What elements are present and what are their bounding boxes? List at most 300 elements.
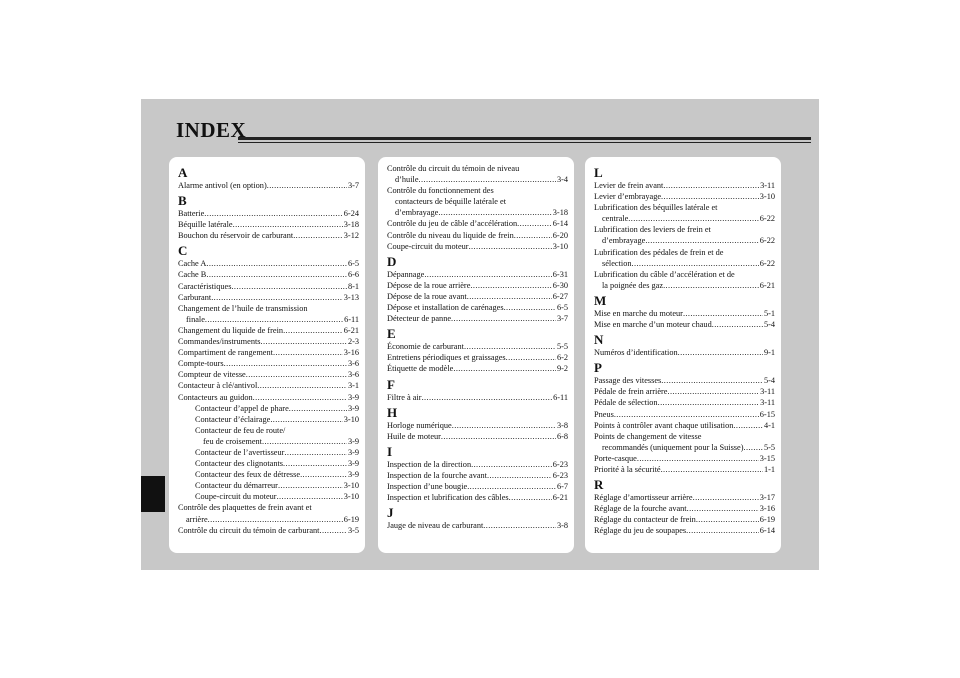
leader-dots xyxy=(687,503,759,514)
entry-label: Compteur de vitesse xyxy=(178,370,246,380)
entry-label-continued: recommandés (uniquement pour la Suisse) xyxy=(602,442,744,452)
entry-page-number: 3-10 xyxy=(552,241,568,251)
index-entry xyxy=(594,347,775,358)
entry-line xyxy=(387,470,568,481)
entry-label: Inspection de la fourche avant xyxy=(387,470,487,480)
entry-line xyxy=(387,520,568,531)
entry-line xyxy=(594,308,775,319)
leader-dots xyxy=(509,492,552,503)
index-entry xyxy=(178,525,359,536)
index-entry-list xyxy=(387,163,568,252)
entry-label: Lubrification du câble d’accélération et de xyxy=(594,269,735,279)
entry-page-number: 3-11 xyxy=(760,398,775,408)
leader-dots xyxy=(453,363,556,374)
entry-label: Lubrification des béquilles latérale et xyxy=(594,203,718,213)
entry-line xyxy=(178,258,359,269)
index-entry xyxy=(178,502,359,524)
index-entry xyxy=(387,392,568,403)
entry-label: Compte-tours xyxy=(178,359,224,369)
entry-line xyxy=(387,230,568,241)
entry-label: Huile de moteur xyxy=(387,431,441,441)
leader-dots xyxy=(663,180,759,191)
entry-label: Numéros d’identification xyxy=(594,348,678,358)
index-entry xyxy=(178,403,359,414)
entry-label: Dépose de la roue avant xyxy=(387,291,467,301)
index-entry-list xyxy=(387,269,568,324)
entry-page-number: 3-10 xyxy=(343,481,359,491)
leader-dots xyxy=(208,514,343,525)
entry-line xyxy=(178,369,359,380)
entry-line xyxy=(387,241,568,252)
index-entry xyxy=(387,218,568,229)
index-entry-list xyxy=(594,492,775,536)
index-letter-heading: B xyxy=(178,193,187,209)
index-column-3 xyxy=(585,157,781,553)
leader-dots xyxy=(661,375,763,386)
entry-line xyxy=(387,280,568,291)
leader-dots xyxy=(661,464,763,475)
entry-page-number: 9-2 xyxy=(556,364,568,374)
entry-label: Lubrification des pédales de frein et de xyxy=(594,247,724,257)
entry-page-number: 3-10 xyxy=(759,192,775,202)
entry-label: Cache B xyxy=(178,270,207,280)
index-entry xyxy=(178,447,359,458)
leader-dots xyxy=(422,392,553,403)
leader-dots xyxy=(231,281,346,292)
index-entry xyxy=(387,492,568,503)
leader-dots xyxy=(696,514,759,525)
entry-line xyxy=(178,336,359,347)
entry-label: Contacteur du démarreur xyxy=(195,481,278,491)
leader-dots xyxy=(246,369,347,380)
leader-dots xyxy=(257,380,347,391)
entry-page-number: 6-21 xyxy=(552,493,568,503)
entry-page-number: 6-27 xyxy=(552,291,568,301)
index-entry xyxy=(594,397,775,408)
entry-label: Carburant xyxy=(178,292,212,302)
entry-line xyxy=(387,218,568,229)
entry-page-number: 3-7 xyxy=(347,181,359,190)
entry-page-number: 6-7 xyxy=(556,481,568,491)
entry-label: Dépose et installation de carénages xyxy=(387,303,504,313)
entry-page-number: 6-22 xyxy=(759,258,775,268)
entry-page-number: 6-5 xyxy=(347,259,359,269)
entry-page-number: 6-15 xyxy=(759,409,775,419)
index-entry xyxy=(178,425,359,447)
entry-label: Levier de frein avant xyxy=(594,181,664,190)
entry-line xyxy=(387,363,568,374)
index-entry-list xyxy=(594,375,775,475)
index-letter-heading: M xyxy=(594,292,607,308)
entry-label-continued: contacteurs de béquille latérale et xyxy=(395,197,507,207)
leader-dots xyxy=(663,280,759,291)
entry-label: Contrôle du circuit du témoin de niveau xyxy=(387,164,520,173)
entry-label: Pédale de sélection xyxy=(594,398,658,408)
entry-line xyxy=(178,436,359,447)
entry-label: Pneus xyxy=(594,409,614,419)
entry-label-continued: d’embrayage xyxy=(395,208,439,218)
entry-line xyxy=(594,191,775,202)
entry-label: Contacteur de l’avertisseur xyxy=(195,447,285,457)
leader-dots xyxy=(693,492,759,503)
leader-dots xyxy=(743,442,762,453)
index-entry xyxy=(387,363,568,374)
entry-label-continued: d’embrayage xyxy=(602,236,646,246)
index-entry xyxy=(594,375,775,386)
entry-page-number: 3-13 xyxy=(343,292,359,302)
leader-dots xyxy=(277,491,343,502)
leader-dots xyxy=(270,414,342,425)
entry-line xyxy=(387,269,568,280)
entry-label: Cache A xyxy=(178,259,207,269)
index-letter-heading: P xyxy=(594,360,602,376)
entry-label: Dépose de la roue arrière xyxy=(387,280,471,290)
entry-line xyxy=(387,459,568,470)
entry-line xyxy=(594,213,775,224)
leader-dots xyxy=(205,314,343,325)
entry-page-number: 3-16 xyxy=(343,348,359,358)
leader-dots xyxy=(283,458,347,469)
index-entry xyxy=(178,458,359,469)
entry-line xyxy=(178,458,359,469)
index-entry xyxy=(178,369,359,380)
leader-dots xyxy=(506,352,556,363)
index-letter-heading: C xyxy=(178,243,188,259)
leader-dots xyxy=(678,347,763,358)
leader-dots xyxy=(514,230,552,241)
entry-page-number: 5-4 xyxy=(763,376,775,386)
entry-label: Dépannage xyxy=(387,269,425,279)
index-entry xyxy=(178,230,359,241)
leader-dots xyxy=(452,420,556,431)
entry-line xyxy=(387,492,568,503)
leader-dots xyxy=(470,280,551,291)
entry-page-number: 3-7 xyxy=(556,314,568,324)
leader-dots xyxy=(504,302,556,313)
leader-dots xyxy=(261,336,347,347)
entry-line xyxy=(178,525,359,536)
entry-label: Réglage du contacteur de frein xyxy=(594,515,696,525)
entry-label-continued: finale xyxy=(186,314,205,324)
leader-dots xyxy=(658,397,760,408)
entry-label: Contrôle du jeu de câble d’accélération xyxy=(387,219,518,229)
entry-label: Réglage du jeu de soupapes xyxy=(594,526,687,536)
entry-label: Contrôle des plaquettes de frein avant et xyxy=(178,503,312,513)
leader-dots xyxy=(712,319,763,330)
entry-page-number: 3-6 xyxy=(347,370,359,380)
entry-label: Béquille latérale xyxy=(178,220,233,230)
index-entry xyxy=(178,180,359,191)
title-rule-thin xyxy=(238,142,811,143)
entry-label: Priorité à la sécurité xyxy=(594,464,661,474)
index-entry xyxy=(387,163,568,185)
index-letter-heading: D xyxy=(387,253,397,269)
entry-label: Étiquette de modèle xyxy=(387,364,454,374)
chapter-thumb-tab xyxy=(141,476,165,512)
index-entry-list xyxy=(387,459,568,503)
index-entry-list xyxy=(387,520,568,531)
entry-line xyxy=(178,358,359,369)
index-entry xyxy=(178,269,359,280)
index-letter-heading: F xyxy=(387,376,395,392)
entry-label: Réglage de la fourche avant xyxy=(594,504,687,514)
index-letter-heading: N xyxy=(594,332,604,348)
index-entry xyxy=(594,191,775,202)
leader-dots xyxy=(483,520,556,531)
entry-line xyxy=(178,469,359,480)
entry-line xyxy=(178,325,359,336)
leader-dots xyxy=(467,291,552,302)
index-entry xyxy=(594,319,775,330)
index-entry xyxy=(178,258,359,269)
entry-line xyxy=(178,414,359,425)
leader-dots xyxy=(517,218,552,229)
index-entry xyxy=(387,520,568,531)
entry-page-number: 6-14 xyxy=(552,219,568,229)
leader-dots xyxy=(289,403,347,414)
leader-dots xyxy=(733,420,763,431)
leader-dots xyxy=(686,525,759,536)
index-entry-list xyxy=(387,420,568,442)
leader-dots xyxy=(464,341,556,352)
entry-page-number: 3-8 xyxy=(556,420,568,430)
leader-dots xyxy=(637,453,759,464)
entry-label: Filtre à air xyxy=(387,392,422,402)
entry-page-number: 3-9 xyxy=(347,392,359,402)
entry-line xyxy=(594,525,775,536)
entry-label: Contacteur d’éclairage xyxy=(195,414,271,424)
entry-line xyxy=(178,219,359,230)
entry-page-number: 3-10 xyxy=(343,492,359,502)
index-entry xyxy=(387,280,568,291)
entry-line xyxy=(178,491,359,502)
entry-page-number: 9-1 xyxy=(763,348,775,358)
entry-label: Détecteur de panne xyxy=(387,314,452,324)
entry-page-number: 3-1 xyxy=(347,381,359,391)
index-entry xyxy=(387,459,568,470)
entry-label: Mise en marche du moteur xyxy=(594,308,683,318)
entry-line xyxy=(594,397,775,408)
entry-label: Contacteur à clé/antivol xyxy=(178,381,258,391)
entry-page-number: 6-19 xyxy=(343,514,359,524)
entry-line xyxy=(594,280,775,291)
entry-label: Entretiens périodiques et graissages xyxy=(387,353,506,363)
index-entry xyxy=(178,491,359,502)
entry-label: Levier d’embrayage xyxy=(594,192,662,202)
entry-line xyxy=(594,453,775,464)
entry-line xyxy=(387,313,568,324)
entry-page-number: 6-30 xyxy=(552,280,568,290)
entry-line xyxy=(178,380,359,391)
entry-line xyxy=(178,314,359,325)
entry-page-number: 3-6 xyxy=(347,359,359,369)
leader-dots xyxy=(267,180,347,191)
entry-page-number: 6-31 xyxy=(552,269,568,279)
entry-page-number: 6-21 xyxy=(343,325,359,335)
entry-page-number: 6-8 xyxy=(556,431,568,441)
index-entry xyxy=(178,208,359,219)
entry-page-number: 3-11 xyxy=(760,181,775,190)
index-entry xyxy=(387,291,568,302)
entry-line xyxy=(178,180,359,191)
leader-dots xyxy=(628,213,759,224)
entry-page-number: 6-22 xyxy=(759,236,775,246)
index-entry xyxy=(594,431,775,453)
leader-dots xyxy=(471,459,552,470)
entry-line xyxy=(178,292,359,303)
entry-page-number: 3-12 xyxy=(343,231,359,241)
entry-line xyxy=(178,392,359,403)
index-entry-list xyxy=(178,180,359,191)
leader-dots xyxy=(293,230,343,241)
index-entry xyxy=(594,202,775,224)
entry-page-number: 3-9 xyxy=(347,470,359,480)
entry-page-number: 6-22 xyxy=(759,214,775,224)
entry-line xyxy=(387,291,568,302)
entry-label: Batterie xyxy=(178,209,205,219)
entry-label: Coupe-circuit du moteur xyxy=(195,492,277,502)
entry-label-continued: feu de croisement xyxy=(203,436,262,446)
leader-dots xyxy=(233,219,343,230)
leader-dots xyxy=(424,269,551,280)
index-letter-heading: L xyxy=(594,165,603,180)
leader-dots xyxy=(300,469,347,480)
entry-label: Jauge de niveau de carburant xyxy=(387,521,484,531)
entry-page-number: 6-20 xyxy=(552,230,568,240)
entry-line xyxy=(387,341,568,352)
leader-dots xyxy=(645,235,758,246)
leader-dots xyxy=(206,269,347,280)
index-entry xyxy=(387,481,568,492)
entry-label: Inspection d’une bougie xyxy=(387,481,468,491)
entry-line xyxy=(594,258,775,269)
entry-label: Contacteurs au guidon xyxy=(178,392,253,402)
index-entry xyxy=(178,480,359,491)
index-entry xyxy=(594,492,775,503)
entry-line xyxy=(178,347,359,358)
entry-page-number: 6-14 xyxy=(759,526,775,536)
entry-page-number: 6-21 xyxy=(759,280,775,290)
index-entry xyxy=(178,292,359,303)
index-entry xyxy=(178,414,359,425)
entry-line xyxy=(178,447,359,458)
leader-dots xyxy=(206,258,347,269)
entry-line xyxy=(594,386,775,397)
index-entry xyxy=(387,230,568,241)
index-entry xyxy=(387,185,568,218)
index-entry xyxy=(594,247,775,269)
index-entry-list xyxy=(594,347,775,358)
index-entry-list xyxy=(178,208,359,241)
index-entry xyxy=(178,281,359,292)
entry-page-number: 1-1 xyxy=(763,464,775,474)
index-column-2 xyxy=(378,157,574,553)
entry-page-number: 3-4 xyxy=(556,175,568,185)
entry-label: Inspection et lubrification des câbles xyxy=(387,493,509,503)
entry-line xyxy=(594,409,775,420)
entry-page-number: 6-2 xyxy=(556,353,568,363)
entry-line xyxy=(178,208,359,219)
entry-label: Passage des vitesses xyxy=(594,376,662,386)
index-entry xyxy=(594,420,775,431)
entry-label: Contacteur des clignotants xyxy=(195,459,284,469)
entry-label: Mise en marche d’un moteur chaud xyxy=(594,320,712,330)
entry-line xyxy=(178,281,359,292)
index-entry xyxy=(594,464,775,475)
index-entry xyxy=(387,302,568,313)
entry-page-number: 3-8 xyxy=(556,521,568,531)
index-letter-heading: J xyxy=(387,505,394,521)
entry-label: Caractéristiques xyxy=(178,281,232,291)
entry-page-number: 3-18 xyxy=(552,208,568,218)
entry-page-number: 6-19 xyxy=(759,515,775,525)
index-entry-list xyxy=(594,180,775,291)
entry-line xyxy=(594,420,775,431)
entry-label-continued: d’huile xyxy=(395,175,419,185)
entry-label: Horloge numérique xyxy=(387,420,452,430)
entry-page-number: 5-5 xyxy=(556,342,568,352)
index-entry xyxy=(387,341,568,352)
index-title: INDEX xyxy=(176,118,247,142)
index-letter-heading: R xyxy=(594,477,604,493)
entry-label: Contrôle du niveau du liquide de frein xyxy=(387,230,514,240)
index-entry xyxy=(178,325,359,336)
entry-label: Contrôle du fonctionnement des xyxy=(387,186,494,196)
index-column-1 xyxy=(169,157,365,553)
entry-label-continued: arrière xyxy=(186,514,208,524)
index-entry-list xyxy=(178,258,359,535)
entry-page-number: 6-11 xyxy=(553,392,568,402)
entry-page-number: 3-17 xyxy=(759,493,775,503)
leader-dots xyxy=(273,347,343,358)
entry-line xyxy=(387,431,568,442)
entry-label-continued: centrale xyxy=(602,214,629,224)
entry-page-number: 3-15 xyxy=(759,453,775,463)
entry-line xyxy=(178,403,359,414)
index-entry xyxy=(178,469,359,480)
entry-line xyxy=(178,514,359,525)
title-rule xyxy=(238,137,811,140)
index-entry xyxy=(594,180,775,191)
leader-dots xyxy=(204,208,343,219)
entry-line xyxy=(594,319,775,330)
entry-label: Contacteur d’appel de phare xyxy=(195,403,289,413)
entry-line xyxy=(178,230,359,241)
entry-label: Porte-casque xyxy=(594,453,637,463)
entry-line xyxy=(594,514,775,525)
entry-label: Contacteur des feux de détresse xyxy=(195,470,301,480)
leader-dots xyxy=(278,480,343,491)
entry-label-continued: la poignée des gaz xyxy=(602,280,664,290)
entry-label: Contrôle du circuit du témoin de carburant xyxy=(178,525,320,535)
entry-page-number: 6-24 xyxy=(343,209,359,219)
entry-page-number: 3-10 xyxy=(343,414,359,424)
leader-dots xyxy=(284,447,347,458)
index-entry xyxy=(594,525,775,536)
index-entry xyxy=(178,347,359,358)
index-entry xyxy=(594,308,775,319)
entry-page-number: 6-6 xyxy=(347,270,359,280)
index-entry xyxy=(387,352,568,363)
index-entry xyxy=(178,380,359,391)
entry-label: Commandes/instruments xyxy=(178,337,261,347)
entry-line xyxy=(594,375,775,386)
index-entry xyxy=(594,503,775,514)
leader-dots xyxy=(487,470,552,481)
entry-page-number: 8-1 xyxy=(347,281,359,291)
entry-page-number: 6-11 xyxy=(344,314,359,324)
entry-line xyxy=(387,392,568,403)
